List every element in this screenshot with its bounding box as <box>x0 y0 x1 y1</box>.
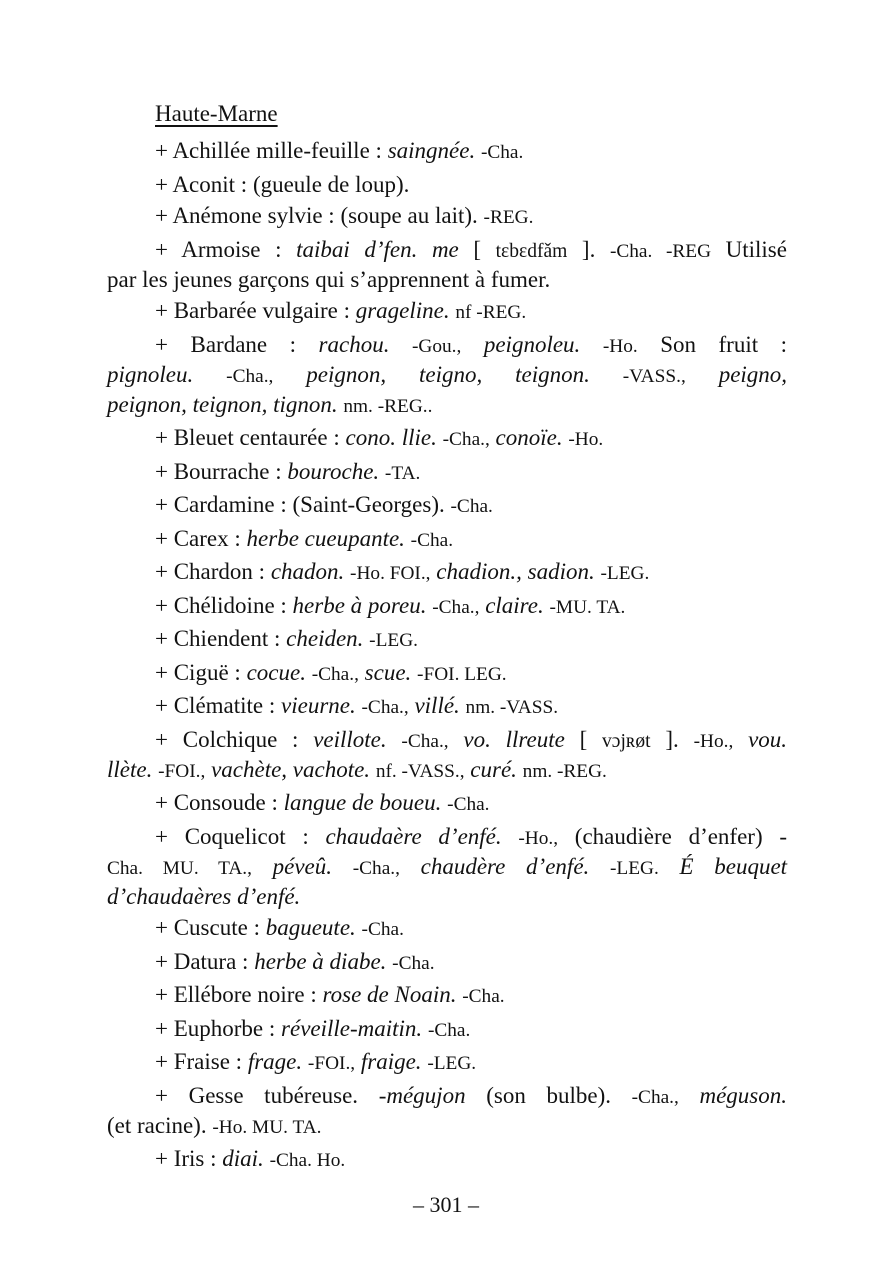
dictionary-entry <box>107 1145 787 1175</box>
text-segment: + Gesse tubéreuse. <box>155 1082 379 1108</box>
source-abbreviation: -FOI., <box>307 1053 356 1074</box>
dialect-term: fraige. <box>360 1049 422 1074</box>
source-abbreviation: -REG. <box>483 207 534 228</box>
text-line <box>107 883 787 911</box>
dialect-term: veillote. <box>313 726 387 752</box>
source-abbreviation: -Cha., <box>226 365 274 387</box>
dialect-term: d’chaudaères d’enfé. <box>107 883 301 909</box>
dictionary-entry <box>107 789 787 819</box>
region-title: Haute-Marne <box>155 101 278 126</box>
source-abbreviation: -Cha., <box>361 697 409 718</box>
dictionary-entry <box>107 491 787 521</box>
dictionary-entry <box>107 823 787 911</box>
text-segment <box>580 332 603 357</box>
text-segment: par les jeunes garçons qui s’apprennent à fumer. <box>107 266 551 292</box>
dictionary-entry <box>107 297 787 327</box>
dialect-term: langue de boueu. <box>283 790 442 815</box>
text-line <box>107 1082 787 1112</box>
text-segment <box>502 824 519 849</box>
text-segment: + Chiendent : <box>155 626 287 651</box>
dictionary-entry <box>107 914 787 944</box>
text-line <box>107 266 787 294</box>
dialect-term: herbe cueupante. <box>246 525 405 551</box>
text-line <box>107 458 787 488</box>
dialect-term: peigno, <box>718 361 788 387</box>
text-segment <box>387 727 402 752</box>
text-segment: [ <box>458 236 496 262</box>
text-segment <box>679 1083 700 1108</box>
text-segment: + Bardane : <box>155 331 319 357</box>
dialect-term: saingnée. <box>387 138 476 163</box>
dialect-term: peignon, teigno, teignon. <box>306 361 590 387</box>
text-segment: [ <box>564 726 603 752</box>
source-abbreviation: -FOI. LEG. <box>417 663 507 685</box>
source-abbreviation: -LEG. <box>427 1053 477 1074</box>
source-abbreviation: -Cha. <box>462 986 505 1007</box>
text-line <box>107 1145 787 1175</box>
text-segment: + Clématite : <box>155 693 282 718</box>
text-segment <box>193 362 226 387</box>
text-segment: + Coquelicot : <box>155 823 326 849</box>
source-abbreviation: nm. -REG.. <box>343 395 433 417</box>
dialect-term: -mégujon <box>378 1082 466 1108</box>
text-segment: + Barbarée vulgaire : <box>155 298 356 323</box>
text-segment: + Chélidoine : <box>155 592 293 618</box>
text-line <box>107 297 787 327</box>
dialect-term: bagueute. <box>265 915 356 940</box>
text-line <box>107 981 787 1011</box>
source-abbreviation: -Cha. <box>427 1019 471 1041</box>
text-segment <box>733 727 748 752</box>
section-title-line <box>155 100 787 128</box>
dialect-term: chaudaère d’enfé. <box>325 823 502 849</box>
source-abbreviation: -Ho., <box>693 730 734 752</box>
text-segment <box>400 854 421 879</box>
text-segment: + Aconit : (gueule de loup). <box>155 171 410 197</box>
dialect-term: vachète, vachote. <box>211 756 371 782</box>
dictionary-entry <box>107 137 787 167</box>
dialect-term: grageline. <box>355 298 450 323</box>
dictionary-entry <box>107 331 787 421</box>
text-segment <box>389 332 412 357</box>
text-segment: Son fruit : <box>637 331 788 357</box>
dialect-term: rose de Noain. <box>322 982 457 1007</box>
text-line <box>107 558 787 588</box>
source-abbreviation: -Ho. FOI., <box>350 563 431 584</box>
dictionary-entry <box>107 625 787 655</box>
text-segment <box>252 854 273 879</box>
source-abbreviation: -Cha. -REG <box>609 240 712 262</box>
text-line <box>107 424 787 454</box>
text-segment: + Carex : <box>155 525 247 551</box>
text-segment: + Ciguë : <box>155 659 247 685</box>
source-abbreviation: -LEG. <box>369 630 418 651</box>
text-segment: + Ellébore noire : <box>155 982 323 1007</box>
source-abbreviation: -Cha., <box>631 1086 679 1108</box>
source-abbreviation: -Ho., <box>518 827 559 849</box>
text-line <box>107 756 787 786</box>
source-abbreviation: -LEG. <box>600 563 650 584</box>
dictionary-entry <box>107 236 787 294</box>
source-abbreviation: Cha. MU. TA., <box>107 857 252 879</box>
dictionary-entry <box>107 558 787 588</box>
text-line <box>107 1015 787 1045</box>
source-abbreviation: -Cha., <box>311 663 359 685</box>
dialect-term: pignoleu. <box>107 361 194 387</box>
source-abbreviation: -Ho. MU. TA. <box>212 1116 322 1138</box>
source-abbreviation: -FOI., <box>158 760 206 782</box>
dialect-term: peignoleu. <box>483 331 581 357</box>
dialect-term: vo. llreute <box>463 726 565 752</box>
text-line <box>107 659 787 689</box>
dialect-term: conoïe. <box>495 425 563 450</box>
dictionary-entry <box>107 1048 787 1078</box>
source-abbreviation: -Cha., <box>432 596 480 618</box>
source-abbreviation: -Gou., <box>411 335 462 357</box>
dialect-term: frage. <box>247 1049 303 1074</box>
text-segment: + Datura : <box>155 948 255 974</box>
text-segment: + Armoise : <box>155 236 297 262</box>
source-abbreviation: -Cha. <box>447 794 490 815</box>
source-abbreviation: -MU. TA. <box>549 596 626 618</box>
dictionary-entry <box>107 1082 787 1142</box>
source-abbreviation: nf. -VASS., <box>375 760 465 782</box>
dictionary-entry <box>107 981 787 1011</box>
dictionary-entry <box>107 948 787 978</box>
text-line <box>107 137 787 167</box>
text-segment: + Cuscute : <box>155 915 266 940</box>
text-line <box>107 789 787 819</box>
text-line <box>107 692 787 722</box>
dialect-term: claire. <box>485 592 544 618</box>
dialect-term: chadion., sadion. <box>436 559 595 584</box>
dialect-term: herbe à diabe. <box>254 948 387 974</box>
dialect-term: rachou. <box>318 331 390 357</box>
text-segment: + Fraise : <box>155 1049 248 1074</box>
text-line <box>107 592 787 622</box>
text-line <box>107 726 787 756</box>
source-abbreviation: nm. -VASS. <box>465 697 559 718</box>
dialect-term: cono. llie. <box>345 425 437 450</box>
dictionary-entry <box>107 202 787 232</box>
text-segment: + Achillée mille-feuille : <box>155 138 388 163</box>
dictionary-entry <box>107 171 787 199</box>
text-segment: + Euphorbe : <box>155 1015 282 1041</box>
text-line <box>107 823 787 853</box>
dialect-term: péveû. <box>272 853 333 879</box>
text-segment: ]. <box>567 236 610 262</box>
text-segment: (son bulbe). <box>465 1082 632 1108</box>
dialect-term: villé. <box>414 693 460 718</box>
dialect-term: cheiden. <box>286 626 364 651</box>
text-segment: + Cardamine : (Saint-Georges). <box>155 492 451 517</box>
text-line <box>107 1112 787 1142</box>
source-abbreviation: -Ho. <box>602 335 638 357</box>
text-segment: (et racine). <box>107 1112 213 1138</box>
phonetic-transcription: vɔjʀøt <box>602 730 651 752</box>
text-segment <box>589 854 610 879</box>
text-line <box>107 236 787 266</box>
source-abbreviation: -Cha., <box>352 857 400 879</box>
dialect-term: taibai d’fen. me <box>296 236 459 262</box>
dialect-term: chaudère d’enfé. <box>420 853 590 879</box>
text-segment: + Anémone sylvie : (soupe au lait). <box>155 203 484 228</box>
dialect-term: cocue. <box>246 659 306 685</box>
source-abbreviation: -Cha., <box>401 730 449 752</box>
source-abbreviation: -Cha. <box>361 919 404 940</box>
text-segment: + Bleuet centaurée : <box>155 425 346 450</box>
text-segment: + Chardon : <box>155 559 271 584</box>
dialect-term: méguson. <box>699 1082 787 1108</box>
text-segment: Utilisé <box>711 236 787 262</box>
text-segment <box>461 332 484 357</box>
page-number: – 301 – <box>413 1192 479 1217</box>
dialect-term: chadon. <box>270 559 345 584</box>
text-segment <box>332 854 353 879</box>
dialect-term: bouroche. <box>287 458 380 484</box>
text-segment: (chaudière d’enfer) - <box>558 823 788 849</box>
dictionary-entry <box>107 692 787 722</box>
text-line <box>107 361 787 391</box>
text-block <box>107 100 787 1179</box>
text-segment: + Consoude : <box>155 790 284 815</box>
text-line <box>107 171 787 199</box>
text-segment <box>590 362 623 387</box>
text-line <box>107 914 787 944</box>
text-line <box>107 525 787 555</box>
dialect-term: réveille-maitin. <box>281 1015 423 1041</box>
dictionary-entry <box>107 726 787 786</box>
source-abbreviation: nf -REG. <box>455 302 527 323</box>
source-abbreviation: -VASS., <box>622 365 686 387</box>
text-line <box>107 853 787 883</box>
dialect-term: É beuquet <box>679 853 788 879</box>
dialect-term: vieurne. <box>281 693 356 718</box>
dialect-term: llète. <box>107 756 153 782</box>
source-abbreviation: -Ho. <box>568 429 604 450</box>
text-line <box>107 391 787 421</box>
text-line <box>107 625 787 655</box>
dictionary-entry <box>107 424 787 454</box>
dictionary-entry <box>107 1015 787 1045</box>
text-line <box>107 331 787 361</box>
dictionary-entry <box>107 659 787 689</box>
dialect-term: scue. <box>364 659 412 685</box>
source-abbreviation: -Cha. <box>410 529 454 551</box>
text-segment: ]. <box>650 726 694 752</box>
source-abbreviation: -Cha. <box>450 496 493 517</box>
phonetic-transcription: tɛbɛdfǎm <box>495 240 568 262</box>
dictionary-entry <box>107 525 787 555</box>
source-abbreviation: -LEG. <box>609 857 659 879</box>
text-segment <box>686 362 719 387</box>
text-segment <box>659 854 680 879</box>
dictionary-entry <box>107 458 787 488</box>
source-abbreviation: -Cha. <box>480 142 524 163</box>
dialect-term: herbe à poreu. <box>292 592 427 618</box>
source-abbreviation: nm. -REG. <box>522 760 607 782</box>
text-line <box>107 202 787 232</box>
dictionary-entry <box>107 592 787 622</box>
source-abbreviation: -TA. <box>384 462 421 484</box>
text-segment <box>273 362 306 387</box>
text-line <box>107 948 787 978</box>
entries <box>107 137 787 1175</box>
dialect-term: curé. <box>470 756 517 782</box>
text-line <box>107 491 787 521</box>
text-line <box>107 1048 787 1078</box>
source-abbreviation: -Cha. Ho. <box>269 1150 346 1171</box>
dialect-term: peignon, teignon, tignon. <box>107 391 338 417</box>
dialect-term: vou. <box>748 726 788 752</box>
text-segment: + Iris : <box>155 1146 223 1171</box>
source-abbreviation: -Cha., <box>442 429 490 450</box>
text-segment: + Colchique : <box>155 726 314 752</box>
text-segment <box>449 727 464 752</box>
dialect-term: diai. <box>222 1146 264 1171</box>
text-segment: + Bourrache : <box>155 458 288 484</box>
source-abbreviation: -Cha. <box>392 952 435 974</box>
